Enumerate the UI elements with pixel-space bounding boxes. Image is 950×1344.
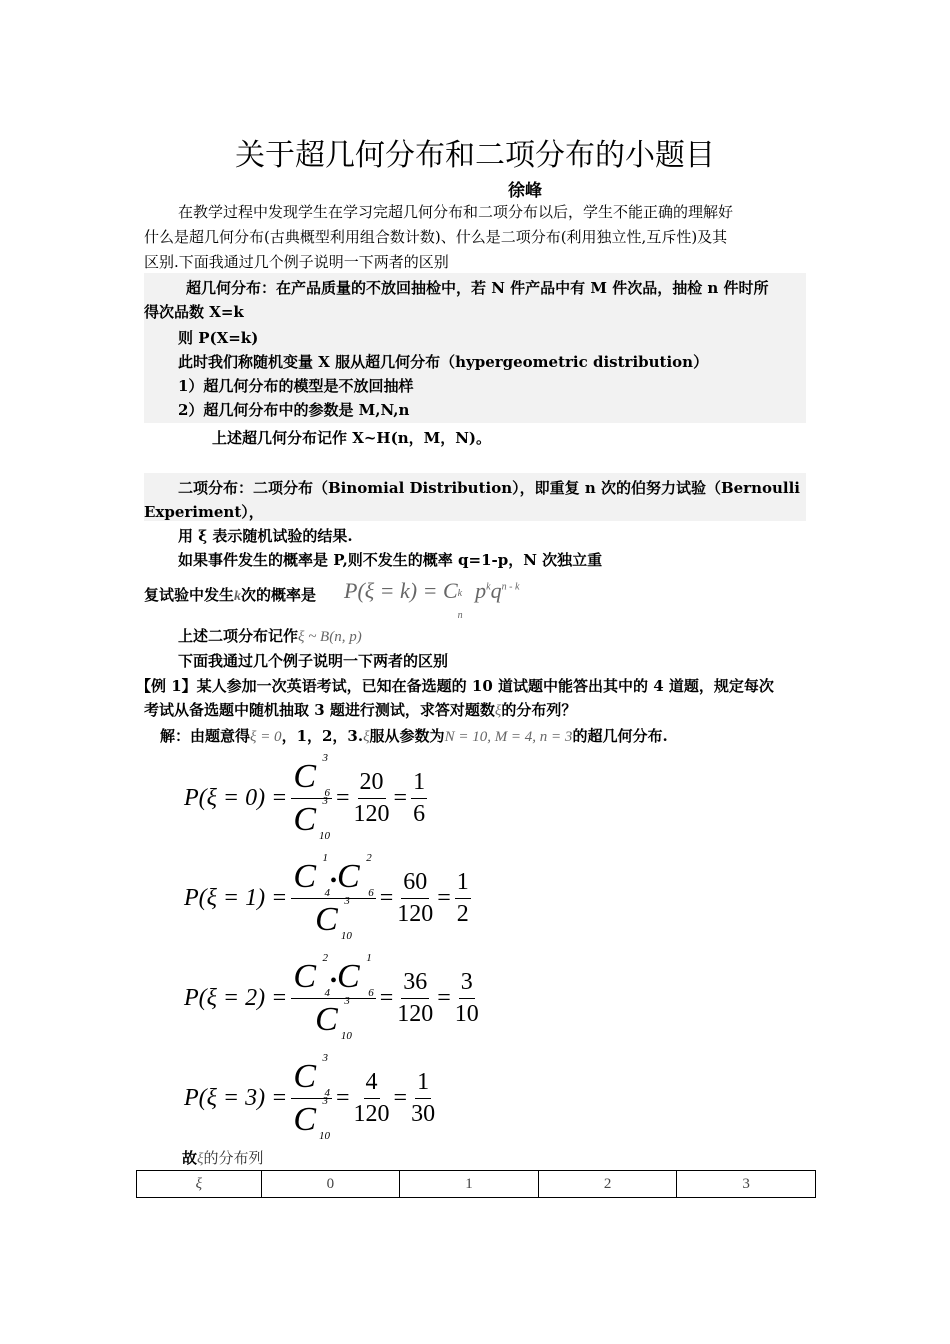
table-caption [182,1146,263,1171]
formula-sup: k [457,588,463,599]
combination: C 2 6 [337,852,374,899]
intro-line: 什么是超几何分布(古典概型利用组合数计数)、什么是二项分布(利用独立性,互斥性)及其 [144,228,728,246]
hyper-line: 1）超几何分布的模型是不放回抽样 [178,377,414,395]
combination: C 3 6 [293,752,330,799]
formula-sup: k [486,581,491,593]
denominator: 120 [353,801,390,827]
combination-sup: 2 [322,952,328,964]
combination-sup: 3 [322,1052,328,1064]
solution-line [160,724,668,749]
combination-fraction [291,752,332,842]
numeric-fraction [397,869,433,928]
example-xi: ξ [494,703,502,719]
combination-sub: 6 [368,887,374,899]
combination: C 1 4 [293,852,330,899]
example-text: 考试从备选题中随机抽取 3 题进行测试，求答对题数 [144,701,495,719]
product-dot: • [330,970,338,992]
numerator: 4 [364,1069,380,1099]
binom-text: 次的概率是 [241,586,317,604]
caption-xi: ξ [197,1151,204,1167]
binom-line: 用 ξ 表示随机试验的结果. [178,527,353,545]
binom-line: 如果事件发生的概率是 P,则不发生的概率 q=1-p，N 次独立重 [178,551,603,569]
example-line: 【例 1】某人参加一次英语考试，已知在备选题的 10 道试题中能答出其中的 4 道题，规定每次 [136,677,774,695]
binom-line: Experiment）， [144,503,264,521]
equation-lhs: P(ξ = 3) = [184,1085,288,1111]
equals-sign: = [379,985,394,1011]
combination-sub: 6 [368,987,374,999]
numerator: 36 [401,969,429,999]
combination: C 2 4 [293,952,330,999]
solution-math: ξ = 0 [250,729,282,745]
equation-3 [184,1052,439,1142]
numeric-fraction [455,969,479,1028]
numerator: 1 [411,769,427,799]
table-cell: 0 [261,1171,400,1198]
equation-lhs: P(ξ = 1) = [184,885,288,911]
equation-2 [184,952,483,1042]
caption-text: 故 [182,1149,198,1167]
numerator: 1 [455,869,471,899]
numeric-fraction [397,969,433,1028]
table-cell: 2 [538,1171,677,1198]
example-text: 的分布列？ [501,701,577,719]
author: 徐峰 [508,181,542,201]
combination-sub: 4 [324,1087,330,1099]
equals-sign: = [336,785,350,811]
binom-notation: ξ ~ B(n, p) [298,629,362,645]
combination: C 1 6 [337,952,374,999]
binom-line [144,583,316,609]
equals-sign: = [393,785,408,811]
combination: C 3 4 [293,1052,330,1099]
formula-sup: n - k [501,581,520,593]
formula-part: q [490,578,502,603]
equation-lhs: P(ξ = 0) = [184,785,288,811]
combination-sup: 3 [322,752,328,764]
combination-sub: 6 [324,787,330,799]
combination-sub: 10 [340,1030,352,1042]
combination-sup: 3 [344,995,350,1007]
solution-text: 的超几何分布. [572,727,668,745]
page-title: 关于超几何分布和二项分布的小题目 [235,138,715,173]
denominator: 30 [411,1101,436,1127]
combination-sup: 3 [322,1095,328,1107]
hyper-line: 2）超几何分布中的参数是 M,N,n [178,401,410,419]
denominator: 120 [397,1001,434,1027]
equation-1 [184,852,475,942]
combination: C 3 10 [315,895,352,942]
combination-fraction [291,952,375,1042]
combination-sub: 4 [324,987,330,999]
binom-formula [344,578,520,621]
intro-line: 区别.下面我通过几个例子说明一下两者的区别 [144,253,449,271]
denominator: 2 [456,901,469,927]
numerator: 3 [459,969,475,999]
solution-text: 服从参数为 [369,727,445,745]
combination-sub: 10 [319,1130,330,1142]
binom-k: k [234,589,242,604]
example-line [144,698,576,723]
combination-sub: 10 [319,830,330,842]
combination: C 3 10 [293,795,330,842]
numerator: 60 [401,869,429,899]
combination: C 3 10 [315,995,352,1042]
combination: C 3 10 [293,1095,330,1142]
binom-line [178,624,362,649]
equation-lhs: P(ξ = 2) = [184,985,288,1011]
table-cell: 1 [400,1171,539,1198]
numerator: 1 [415,1069,431,1099]
distribution-table [136,1170,816,1198]
combination-sup: 3 [322,795,328,807]
combination-fraction [291,1052,332,1142]
combination-sup: 1 [322,852,328,864]
solution-text: ，1，2，3. [281,727,364,745]
formula-part: p [469,578,487,603]
hyper-line: 则 P(X=k) [178,329,259,347]
numeric-fraction [354,769,390,828]
hyper-line: 得次品数 X=k [144,303,244,321]
hyper-notation: 上述超几何分布记作 X~H(n，M，N)。 [212,429,492,447]
binom-text: 复试验中发生 [144,586,235,604]
intro-line: 在教学过程中发现学生在学习完超几何分布和二项分布以后，学生不能正确的理解好 [178,203,734,221]
equals-sign: = [437,885,451,911]
combination-fraction [291,852,375,942]
solution-math: ξ [363,729,370,745]
numerator: 20 [358,769,386,799]
denominator: 10 [454,1001,479,1027]
solution-text: 解：由题意得 [160,727,251,745]
binom-text: 上述二项分布记作 [178,627,299,645]
equals-sign: = [437,985,451,1011]
numeric-fraction [411,769,427,828]
equals-sign: = [379,885,394,911]
hyper-line: 超几何分布：在产品质量的不放回抽检中，若 N 件产品中有 M 件次品，抽检 n 件时所 [186,279,769,297]
equals-sign: = [393,1085,408,1111]
numeric-fraction [411,1069,435,1128]
hyper-line: 此时我们称随机变量 X 服从超几何分布（hypergeometric distribution） [178,353,709,371]
formula-sub: n [457,610,463,621]
combination-sup: 3 [344,895,350,907]
binom-line: 下面我通过几个例子说明一下两者的区别 [178,652,449,670]
table-row [137,1171,816,1198]
table-cell: ξ [137,1171,262,1198]
denominator: 120 [397,901,434,927]
numeric-fraction [354,1069,390,1128]
denominator: 6 [413,801,426,827]
equals-sign: = [336,1085,350,1111]
combination-sub: 4 [324,887,330,899]
caption-text: 的分布列 [203,1149,264,1167]
solution-math: N = 10, M = 4, n = 3 [444,729,573,745]
combination-sup: 1 [366,952,372,964]
numeric-fraction [455,869,471,928]
combination-sub: 10 [340,930,352,942]
formula-part: P(ξ = k) = C [344,578,458,603]
denominator: 120 [353,1101,390,1127]
binom-line: 二项分布：二项分布（Binomial Distribution），即重复 n 次的伯努力试验（Bernoulli [178,479,800,497]
table-cell: 3 [677,1171,816,1198]
product-dot: • [330,870,338,892]
equation-0 [184,752,431,842]
combination-sup: 2 [366,852,372,864]
